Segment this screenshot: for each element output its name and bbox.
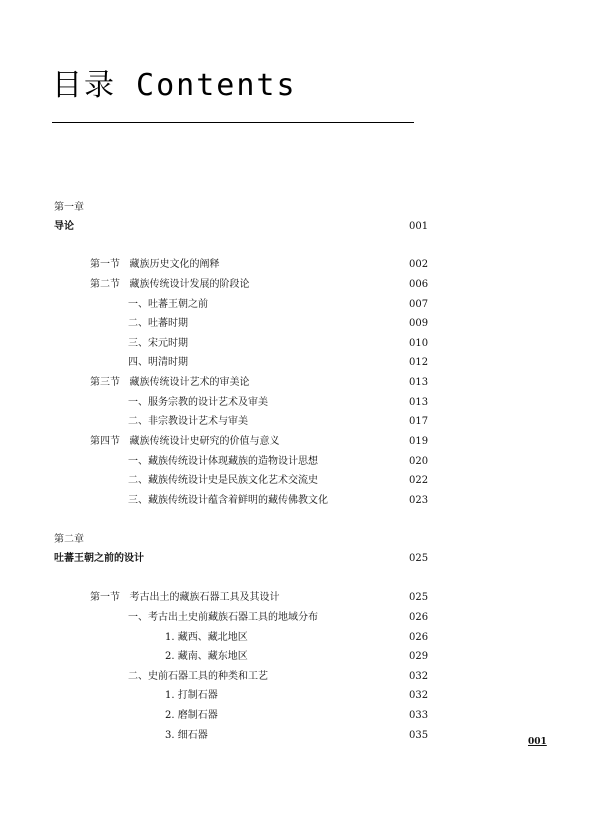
toc-entry-section[interactable] [90,377,250,389]
section-number: 第二节 [90,279,120,290]
section-number: 第一节 [90,592,120,603]
section-number: 第一节 [90,259,120,270]
section-number: 第三节 [90,377,120,388]
toc-entry-item[interactable]: 3. 细石器 [165,730,208,741]
toc-page-number: 009 [409,318,429,329]
toc-page-number: 019 [409,436,429,447]
toc-page-number: 026 [409,612,429,623]
toc-entry-item[interactable]: 2. 磨制石器 [165,710,218,721]
section-title: 考古出土的藏族石器工具及其设计 [129,592,280,603]
toc-entry-section[interactable] [90,592,280,604]
toc-page-number: 002 [409,259,429,270]
page-title: 目录 Contents [52,68,297,103]
toc-page-number: 013 [409,397,429,408]
toc-entry-subsection[interactable]: 一、考古出土史前藏族石器工具的地域分布 [128,612,318,623]
toc-entry-item[interactable]: 1. 打制石器 [165,690,218,701]
chapter-1-label: 第一章 [54,202,84,213]
toc-entry-subsection[interactable]: 二、非宗教设计艺术与审美 [128,416,248,427]
toc-entry-item[interactable]: 1. 藏西、藏北地区 [165,632,248,643]
toc-page-number: 026 [409,632,429,643]
toc-entry-subsection[interactable]: 一、服务宗教的设计艺术及审美 [128,397,268,408]
toc-entry-subsection[interactable]: 四、明清时期 [128,357,188,368]
toc-page-number: 032 [409,671,429,682]
section-title: 藏族传统设计艺术的审美论 [129,377,250,388]
toc-page-number: 033 [409,710,429,721]
toc-page-number: 025 [409,592,429,603]
toc-page-number: 029 [409,651,429,662]
toc-entry-item[interactable]: 2. 藏南、藏东地区 [165,651,248,662]
chapter-1-title[interactable]: 导论 [54,221,74,232]
toc-page-number: 010 [409,338,429,349]
toc-page-number: 020 [409,456,429,467]
toc-page-number: 032 [409,690,429,701]
toc-page-number: 022 [409,475,429,486]
toc-page-number: 007 [409,299,429,310]
toc-page-number: 006 [409,279,429,290]
section-title: 藏族传统设计发展的阶段论 [129,279,250,290]
toc-entry-section[interactable] [90,436,280,448]
toc-entry-subsection[interactable]: 二、藏族传统设计史是民族文化艺术交流史 [128,475,318,486]
toc-page-number: 035 [409,730,429,741]
toc-entry-subsection[interactable]: 二、史前石器工具的种类和工艺 [128,671,268,682]
page-number-footer: 001 [528,737,547,747]
toc-page-number: 013 [409,377,429,388]
toc-entry-subsection[interactable]: 二、吐蕃时期 [128,318,188,329]
toc-page-number: 023 [409,495,429,506]
section-title: 藏族历史文化的阐释 [129,259,220,270]
toc-page-number: 017 [409,416,429,427]
chapter-1-page: 001 [409,221,429,232]
toc-entry-subsection[interactable]: 一、吐蕃王朝之前 [128,299,208,310]
toc-entry-section[interactable] [90,259,220,271]
section-title: 藏族传统设计史研究的价值与意义 [129,436,280,447]
section-number: 第四节 [90,436,120,447]
toc-page-number: 012 [409,357,429,368]
toc-entry-section[interactable] [90,279,250,291]
toc-entry-subsection[interactable]: 三、藏族传统设计蕴含着鲜明的藏传佛教文化 [128,495,328,506]
chapter-2-page: 025 [409,553,429,564]
chapter-2-title[interactable]: 吐蕃王朝之前的设计 [54,553,144,564]
chapter-2-label: 第二章 [54,534,84,545]
toc-entry-subsection[interactable]: 三、宋元时期 [128,338,188,349]
toc-entry-subsection[interactable]: 一、藏族传统设计体现藏族的造物设计思想 [128,456,318,467]
